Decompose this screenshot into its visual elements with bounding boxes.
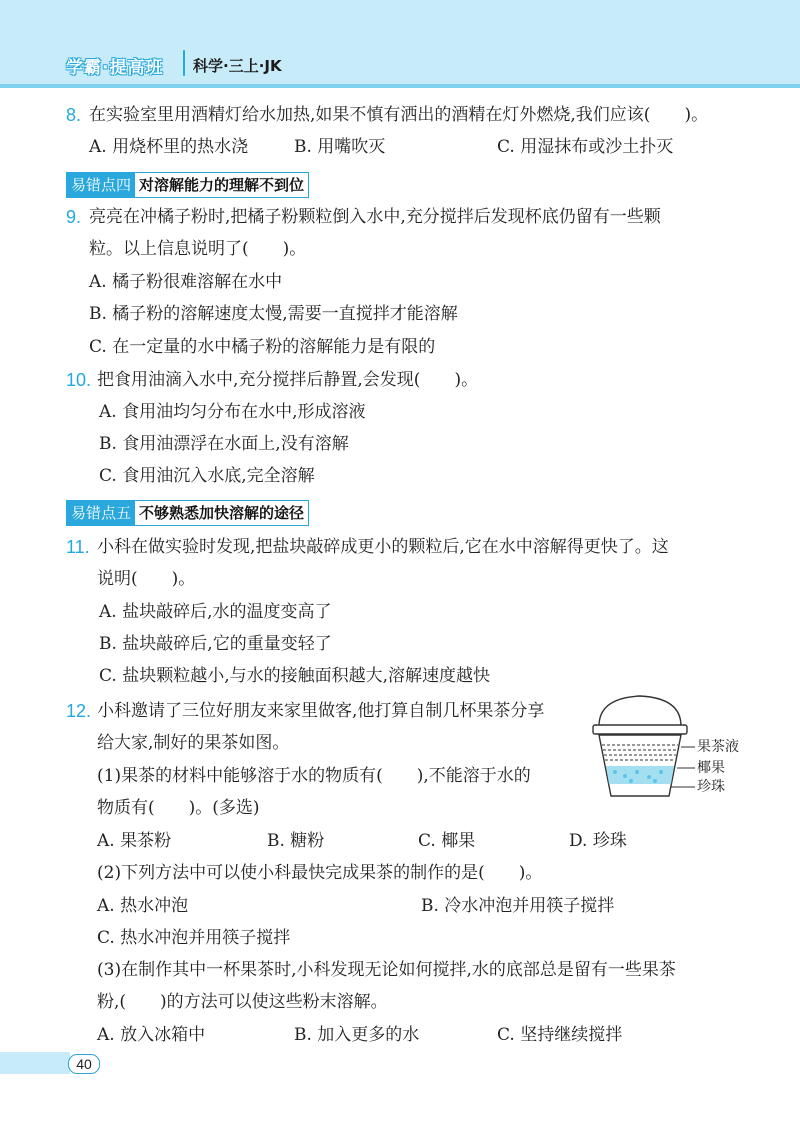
section-heading-5 [66,500,309,526]
q12-part1-stem: (1)果茶的材料中能够溶于水的物质有( ),不能溶于水的 [97,766,531,786]
header-separator [183,50,185,76]
question-11-stem: 小科在做实验时发现,把盐块敲碎成更小的颗粒后,它在水中溶解得更快了。这 [97,537,669,557]
q12-part3-stem-cont: 粉,( )的方法可以使这些粉末溶解。 [97,992,388,1012]
question-number-12: 12. [66,701,92,721]
q10-option-c: C. 食用油沉入水底,完全溶解 [99,466,315,486]
q12-p1-option-d: D. 珍珠 [569,831,627,851]
q12-p1-option-c: C. 椰果 [418,831,476,851]
footer-strip [0,1052,70,1074]
question-10-stem: 把食用油滴入水中,充分搅拌后静置,会发现( )。 [97,370,479,390]
header-divider [0,84,800,88]
page-number: 40 [68,1054,100,1074]
q12-p2-option-a: A. 热水冲泡 [97,896,189,916]
section-title: 不够熟悉加快溶解的途径 [139,504,305,522]
figure-label-tea-liquid: 果茶液 [697,739,739,755]
q12-p3-option-b: B. 加入更多的水 [294,1025,420,1045]
q9-option-b: B. 橘子粉的溶解速度太慢,需要一直搅拌才能溶解 [89,304,458,324]
section-tag: 易错点四 [67,173,135,197]
question-number-8: 8. [66,105,82,125]
q11-option-a: A. 盐块敲碎后,水的温度变高了 [99,602,332,622]
q12-p1-option-b: B. 糖粉 [267,831,325,851]
question-9-stem-cont: 粒。以上信息说明了( )。 [89,239,307,259]
q11-option-c: C. 盐块颗粒越小,与水的接触面积越大,溶解速度越快 [99,666,491,686]
q10-option-b: B. 食用油漂浮在水面上,没有溶解 [99,434,349,454]
question-8-stem: 在实验室里用酒精灯给水加热,如果不慎有洒出的酒精在灯外燃烧,我们应该( )。 [89,105,709,125]
section-heading-4 [66,172,309,198]
figure-label-pearls: 珍珠 [697,779,725,795]
section-tag: 易错点五 [67,501,135,525]
section-title: 对溶解能力的理解不到位 [139,176,305,194]
q12-part2-stem: (2)下列方法中可以使小科最快完成果茶的制作的是( )。 [97,863,543,883]
q10-option-a: A. 食用油均匀分布在水中,形成溶液 [99,402,366,422]
q12-p2-option-c: C. 热水冲泡并用筷子搅拌 [97,928,291,948]
q8-option-a: A. 用烧杯里的热水浇 [89,137,249,157]
figure-label-coconut: 椰果 [697,760,725,776]
q8-option-c: C. 用湿抹布或沙土扑灭 [497,137,674,157]
question-12-stem-cont: 给大家,制好的果茶如图。 [97,733,290,753]
subject-label: 科学·三上·JK [193,57,282,75]
q12-part1-stem-cont: 物质有( )。(多选) [97,798,260,818]
question-11-stem-cont: 说明( )。 [97,569,196,589]
question-number-11: 11. [66,537,90,557]
question-number-9: 9. [66,207,82,227]
q12-p3-option-c: C. 坚持继续搅拌 [497,1025,623,1045]
q12-part3-stem: (3)在制作其中一杯果茶时,小科发现无论如何搅拌,水的底部总是留有一些果茶 [97,960,676,980]
q9-option-c: C. 在一定量的水中橘子粉的溶解能力是有限的 [89,337,436,357]
series-logo: 学霸·提高班 [66,58,164,78]
q12-p3-option-a: A. 放入冰箱中 [97,1025,206,1045]
q8-option-b: B. 用嘴吹灭 [294,137,386,157]
question-9-stem: 亮亮在冲橘子粉时,把橘子粉颗粒倒入水中,充分搅拌后发现杯底仍留有一些颗 [89,207,661,227]
q12-p2-option-b: B. 冷水冲泡并用筷子搅拌 [421,896,615,916]
question-12-stem: 小科邀请了三位好朋友来家里做客,他打算自制几杯果茶分享 [97,701,545,721]
q9-option-a: A. 橘子粉很难溶解在水中 [89,272,283,292]
q11-option-b: B. 盐块敲碎后,它的重量变轻了 [99,634,332,654]
q12-p1-option-a: A. 果茶粉 [97,831,172,851]
fruit-tea-cup-figure [585,692,695,804]
question-number-10: 10. [66,370,92,390]
